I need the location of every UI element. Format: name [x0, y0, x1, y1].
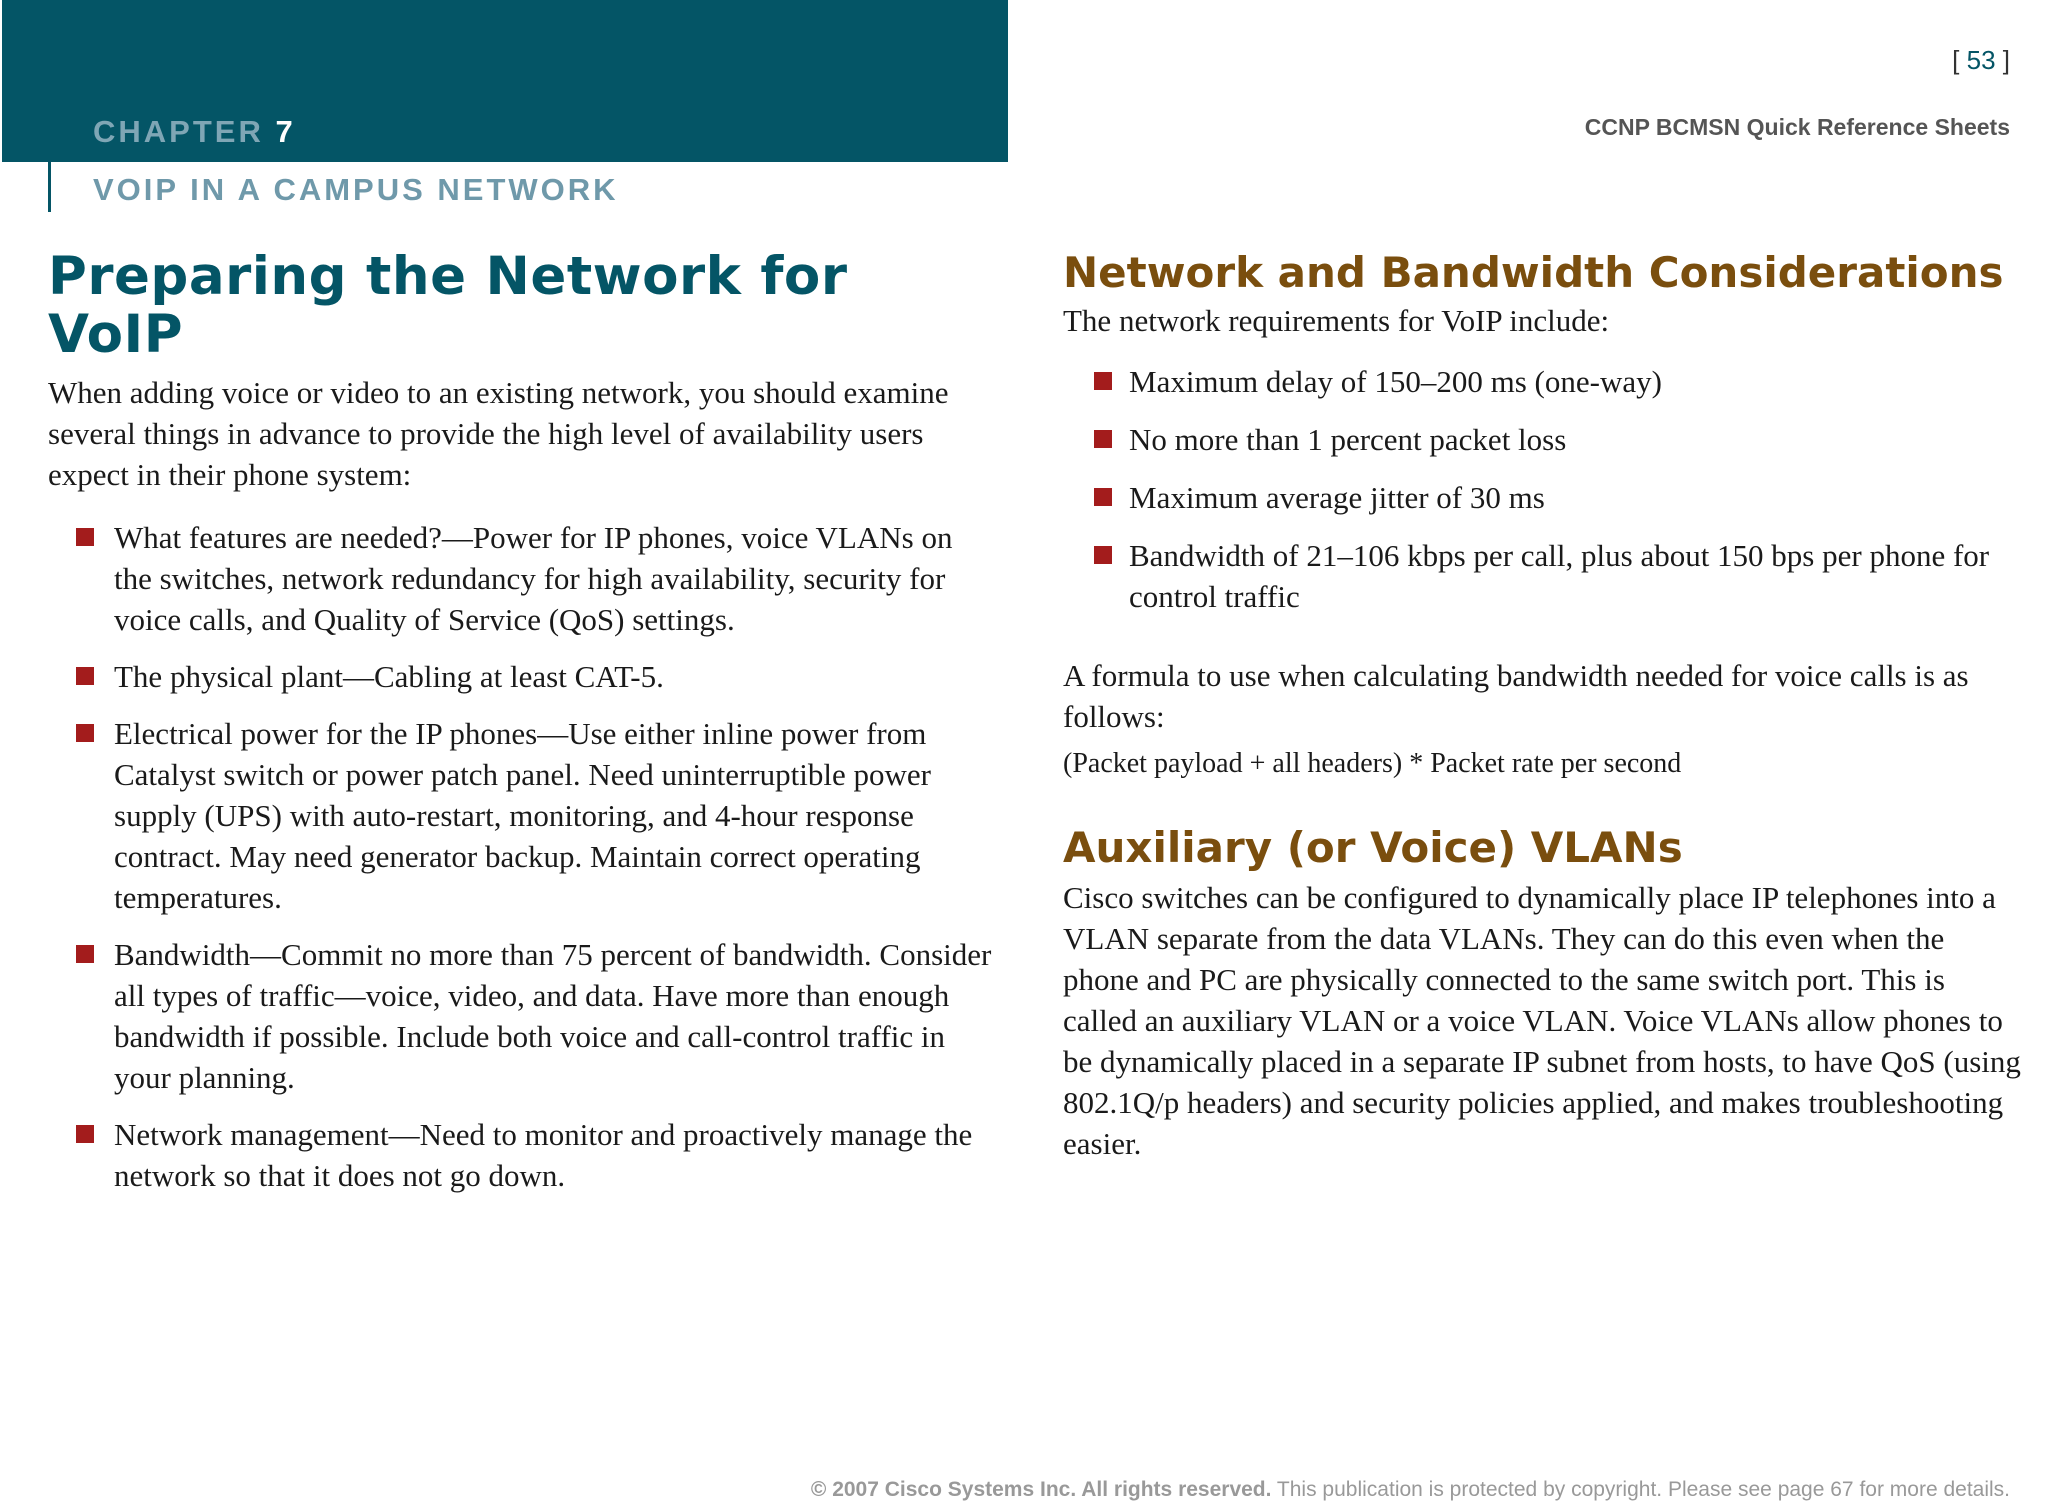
page-number-value: 53 — [1966, 45, 1996, 75]
copyright-text: © 2007 Cisco Systems Inc. All rights reserved. — [810, 1478, 1272, 1501]
list-item-text: Maximum average jitter of 30 ms — [1129, 480, 1545, 515]
list-item-text: Network management—Need to monitor and proactively manage the network so that it does not go down. — [114, 1117, 973, 1193]
list-item — [48, 656, 998, 697]
bullet-square-icon — [1094, 546, 1112, 564]
bullet-square-icon — [1094, 430, 1112, 448]
list-item — [48, 713, 998, 918]
list-item — [1063, 361, 2023, 402]
left-column — [48, 248, 998, 1212]
bullet-square-icon — [76, 724, 94, 742]
list-item — [1063, 477, 2023, 518]
list-item-text: Maximum delay of 150–200 ms (one-way) — [1129, 364, 1662, 399]
list-item — [1063, 419, 2023, 460]
chapter-title: VOIP IN A CAMPUS NETWORK — [93, 172, 619, 207]
list-item — [1063, 535, 2023, 617]
list-item-text: No more than 1 percent packet loss — [1129, 422, 1567, 457]
chapter-word: CHAPTER — [93, 114, 264, 149]
page-bracket-open: [ — [1952, 45, 1967, 75]
formula-intro: A formula to use when calculating bandwidth needed for voice calls is as follows: — [1063, 658, 1969, 734]
list-item — [48, 934, 998, 1098]
intro-paragraph: When adding voice or video to an existing network, you should examine several things in advance to provide the high level of availability users expect in their phone system: — [48, 375, 949, 492]
list-item-text: The physical plant—Cabling at least CAT-5. — [114, 659, 664, 694]
page-bracket-close: ] — [1995, 45, 2010, 75]
page-title: Preparing the Network for VoIP — [48, 246, 848, 365]
bandwidth-intro: The network requirements for VoIP include: — [1063, 303, 1610, 338]
footer-copyright — [811, 1478, 2010, 1502]
list-item-text: What features are needed?—Power for IP phones, voice VLANs on the switches, network redundancy for high availability, security for voice calls, and Quality of Service (QoS) settings. — [114, 520, 953, 637]
right-column — [1063, 248, 2023, 1164]
list-item-text: Bandwidth of 21–106 kbps per call, plus about 150 bps per phone for control traffic — [1129, 538, 1990, 614]
section-heading-aux-vlans: Auxiliary (or Voice) VLANs — [1063, 823, 1683, 872]
list-item — [48, 1114, 998, 1196]
list-item-text: Bandwidth—Commit no more than 75 percent of bandwidth. Consider all types of traffic—voice, video, and data. Have more than enough bandwidth if possible. Include both voice and call-control traffic in your planning. — [114, 937, 992, 1095]
section-heading-bandwidth: Network and Bandwidth Considerations — [1063, 248, 2004, 297]
list-item — [48, 517, 998, 640]
chapter-number: 7 — [275, 114, 296, 149]
bullet-square-icon — [1094, 488, 1112, 506]
bandwidth-formula: (Packet payload + all headers) * Packet rate per second — [1063, 748, 1682, 779]
network-requirements-list — [1063, 361, 2023, 617]
page-number — [1952, 45, 2010, 76]
bullet-square-icon — [76, 1125, 94, 1143]
aux-vlans-body: Cisco switches can be configured to dynamically place IP telephones into a VLAN separate from the data VLANs. They can do this even when the phone and PC are physically connected to the same switch port. This is called an auxiliary VLAN or a voice VLAN. Voice VLANs allow phones to be dynamically placed in a separate IP subnet from hosts, to have QoS (using 802.1Q/p headers) and security policies applied, and makes troubleshooting easier. — [1063, 880, 2021, 1161]
header-rule — [48, 0, 51, 212]
requirements-list — [48, 517, 998, 1196]
bullet-square-icon — [1094, 372, 1112, 390]
book-title: CCNP BCMSN Quick Reference Sheets — [1584, 114, 2010, 140]
copyright-notice: This publication is protected by copyright. Please see page 67 for more details. — [1271, 1478, 2010, 1501]
bullet-square-icon — [76, 528, 94, 546]
bullet-square-icon — [76, 667, 94, 685]
chapter-label — [93, 114, 296, 150]
bullet-square-icon — [76, 945, 94, 963]
list-item-text: Electrical power for the IP phones—Use either inline power from Catalyst switch or power patch panel. Need uninterruptible power supply (UPS) with auto-restart, monitoring, and 4-hour response contract. May need generator backup. Maintain correct operating temperatures. — [114, 716, 931, 915]
